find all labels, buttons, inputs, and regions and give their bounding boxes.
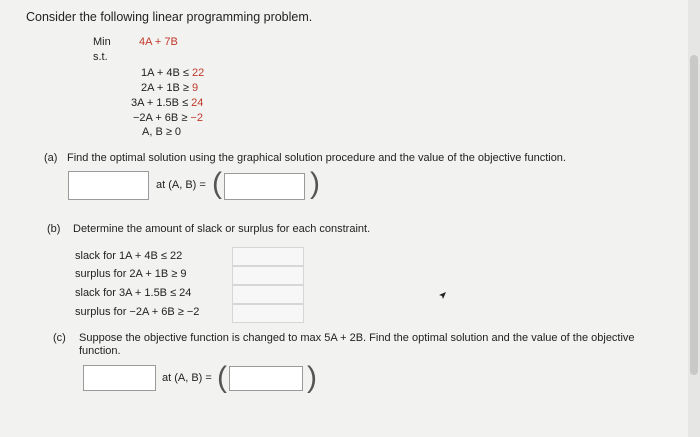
scrollbar-thumb[interactable] [690, 55, 698, 375]
constraint-3: 3A + 1.5B ≤ 24 [131, 97, 204, 109]
slack-input-1[interactable] [232, 247, 304, 266]
slack-input-3[interactable] [232, 285, 304, 304]
objective-function: 4A + 7B [139, 36, 178, 48]
slack-row-1-label: slack for 1A + 4B ≤ 22 [75, 250, 183, 262]
slack-row-3-label: slack for 3A + 1.5B ≤ 24 [75, 287, 192, 299]
solution-ab-input-a[interactable] [224, 173, 305, 200]
solution-ab-input-c[interactable] [229, 366, 303, 391]
min-label: Min [93, 36, 111, 48]
part-c-text-line2: function. [79, 345, 121, 357]
at-ab-label-a: at (A, B) = [156, 179, 206, 191]
nonnegativity: A, B ≥ 0 [142, 126, 182, 138]
problem-intro: Consider the following linear programming problem. [26, 10, 313, 24]
part-b-label: (b) [47, 223, 61, 235]
part-a-label: (a) [44, 152, 58, 164]
surplus-input-4[interactable] [232, 304, 304, 323]
constraint-4: −2A + 6B ≥ −2 [133, 112, 203, 124]
part-b-text: Determine the amount of slack or surplus for each constraint. [73, 223, 371, 235]
st-label: s.t. [93, 51, 108, 63]
part-c-text-line1: Suppose the objective function is changed to max 5A + 2B. Find the optimal solution and the value of the objective [79, 332, 635, 344]
objective-value-input-a[interactable] [68, 171, 149, 200]
constraint-2: 2A + 1B ≥ 9 [141, 82, 199, 94]
surplus-row-2-label: surplus for 2A + 1B ≥ 9 [75, 268, 187, 280]
part-c-label: (c) [53, 332, 66, 344]
surplus-row-4-label: surplus for −2A + 6B ≥ −2 [75, 306, 200, 318]
vertical-scrollbar[interactable] [688, 0, 700, 437]
surplus-input-2[interactable] [232, 266, 304, 285]
close-paren-a: ) [310, 167, 320, 200]
objective-value-input-c[interactable] [83, 365, 156, 391]
part-a-text: Find the optimal solution using the graphical solution procedure and the value of the objective function. [67, 152, 566, 164]
open-paren-c: ( [217, 361, 227, 394]
mouse-cursor-icon [436, 290, 448, 302]
close-paren-c: ) [307, 361, 317, 394]
open-paren-a: ( [212, 167, 222, 200]
constraint-1: 1A + 4B ≤ 22 [141, 67, 205, 79]
at-ab-label-c: at (A, B) = [162, 372, 212, 384]
